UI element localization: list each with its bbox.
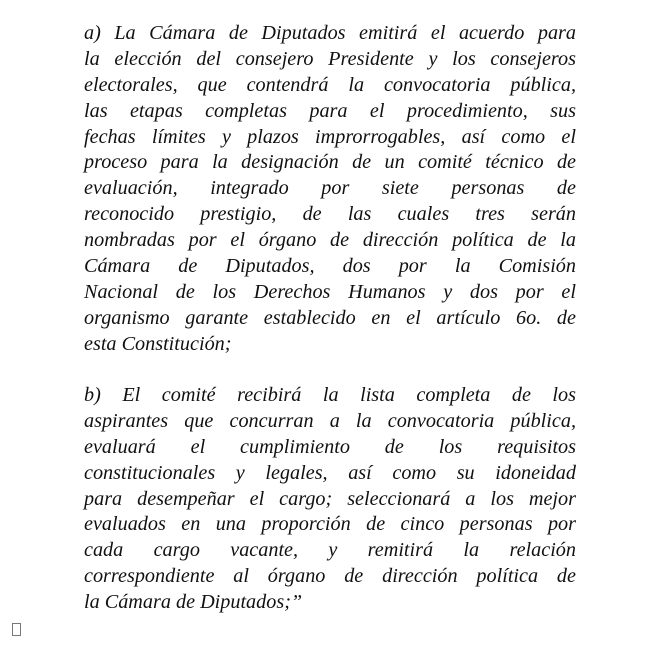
paragraph-line: Cámara de Diputados, dos por la Comisión bbox=[84, 255, 576, 278]
paragraph-line: evaluados en una proporción de cinco personas por bbox=[84, 513, 576, 536]
paragraph-line: evaluación, integrado por siete personas de bbox=[84, 177, 576, 200]
missing-glyph-icon bbox=[12, 623, 21, 636]
paragraph-a bbox=[84, 21, 576, 358]
paragraph-line: la elección del consejero Presidente y los consejeros bbox=[84, 47, 576, 70]
paragraph-line: aspirantes que concurran a la convocatoria pública, bbox=[84, 409, 576, 432]
paragraph-line: a) La Cámara de Diputados emitirá el acuerdo para bbox=[84, 22, 576, 44]
paragraph-line: evaluará el cumplimiento de los requisitos bbox=[84, 435, 576, 458]
paragraph-b bbox=[84, 383, 576, 616]
paragraph-line: cada cargo vacante, y remitirá la relación bbox=[84, 539, 576, 562]
paragraph-line: fechas límites y plazos improrrogables, así como el bbox=[84, 125, 576, 148]
paragraph-line: correspondiente al órgano de dirección política de bbox=[84, 565, 576, 588]
paragraph-line: esta Constitución; bbox=[84, 332, 232, 355]
paragraph-line: reconocido prestigio, de las cuales tres serán bbox=[84, 203, 576, 226]
paragraph-line: Nacional de los Derechos Humanos y dos por el bbox=[84, 280, 576, 303]
paragraph-line: b) El comité recibirá la lista completa de los bbox=[84, 384, 576, 406]
paragraph-line: las etapas completas para el procedimiento, sus bbox=[84, 99, 576, 122]
paragraph-line: constitucionales y legales, así como su idoneidad bbox=[84, 461, 576, 484]
paragraph-line: la Cámara de Diputados;” bbox=[84, 591, 303, 614]
paragraph-line: electorales, que contendrá la convocatoria pública, bbox=[84, 73, 576, 96]
paragraph-line: proceso para la designación de un comité técnico de bbox=[84, 151, 576, 174]
paragraph-line: para desempeñar el cargo; seleccionará a los mejor bbox=[84, 487, 576, 510]
paragraph-line: organismo garante establecido en el artículo 6o. de bbox=[84, 306, 576, 329]
paragraph-line: nombradas por el órgano de dirección política de la bbox=[84, 229, 576, 252]
